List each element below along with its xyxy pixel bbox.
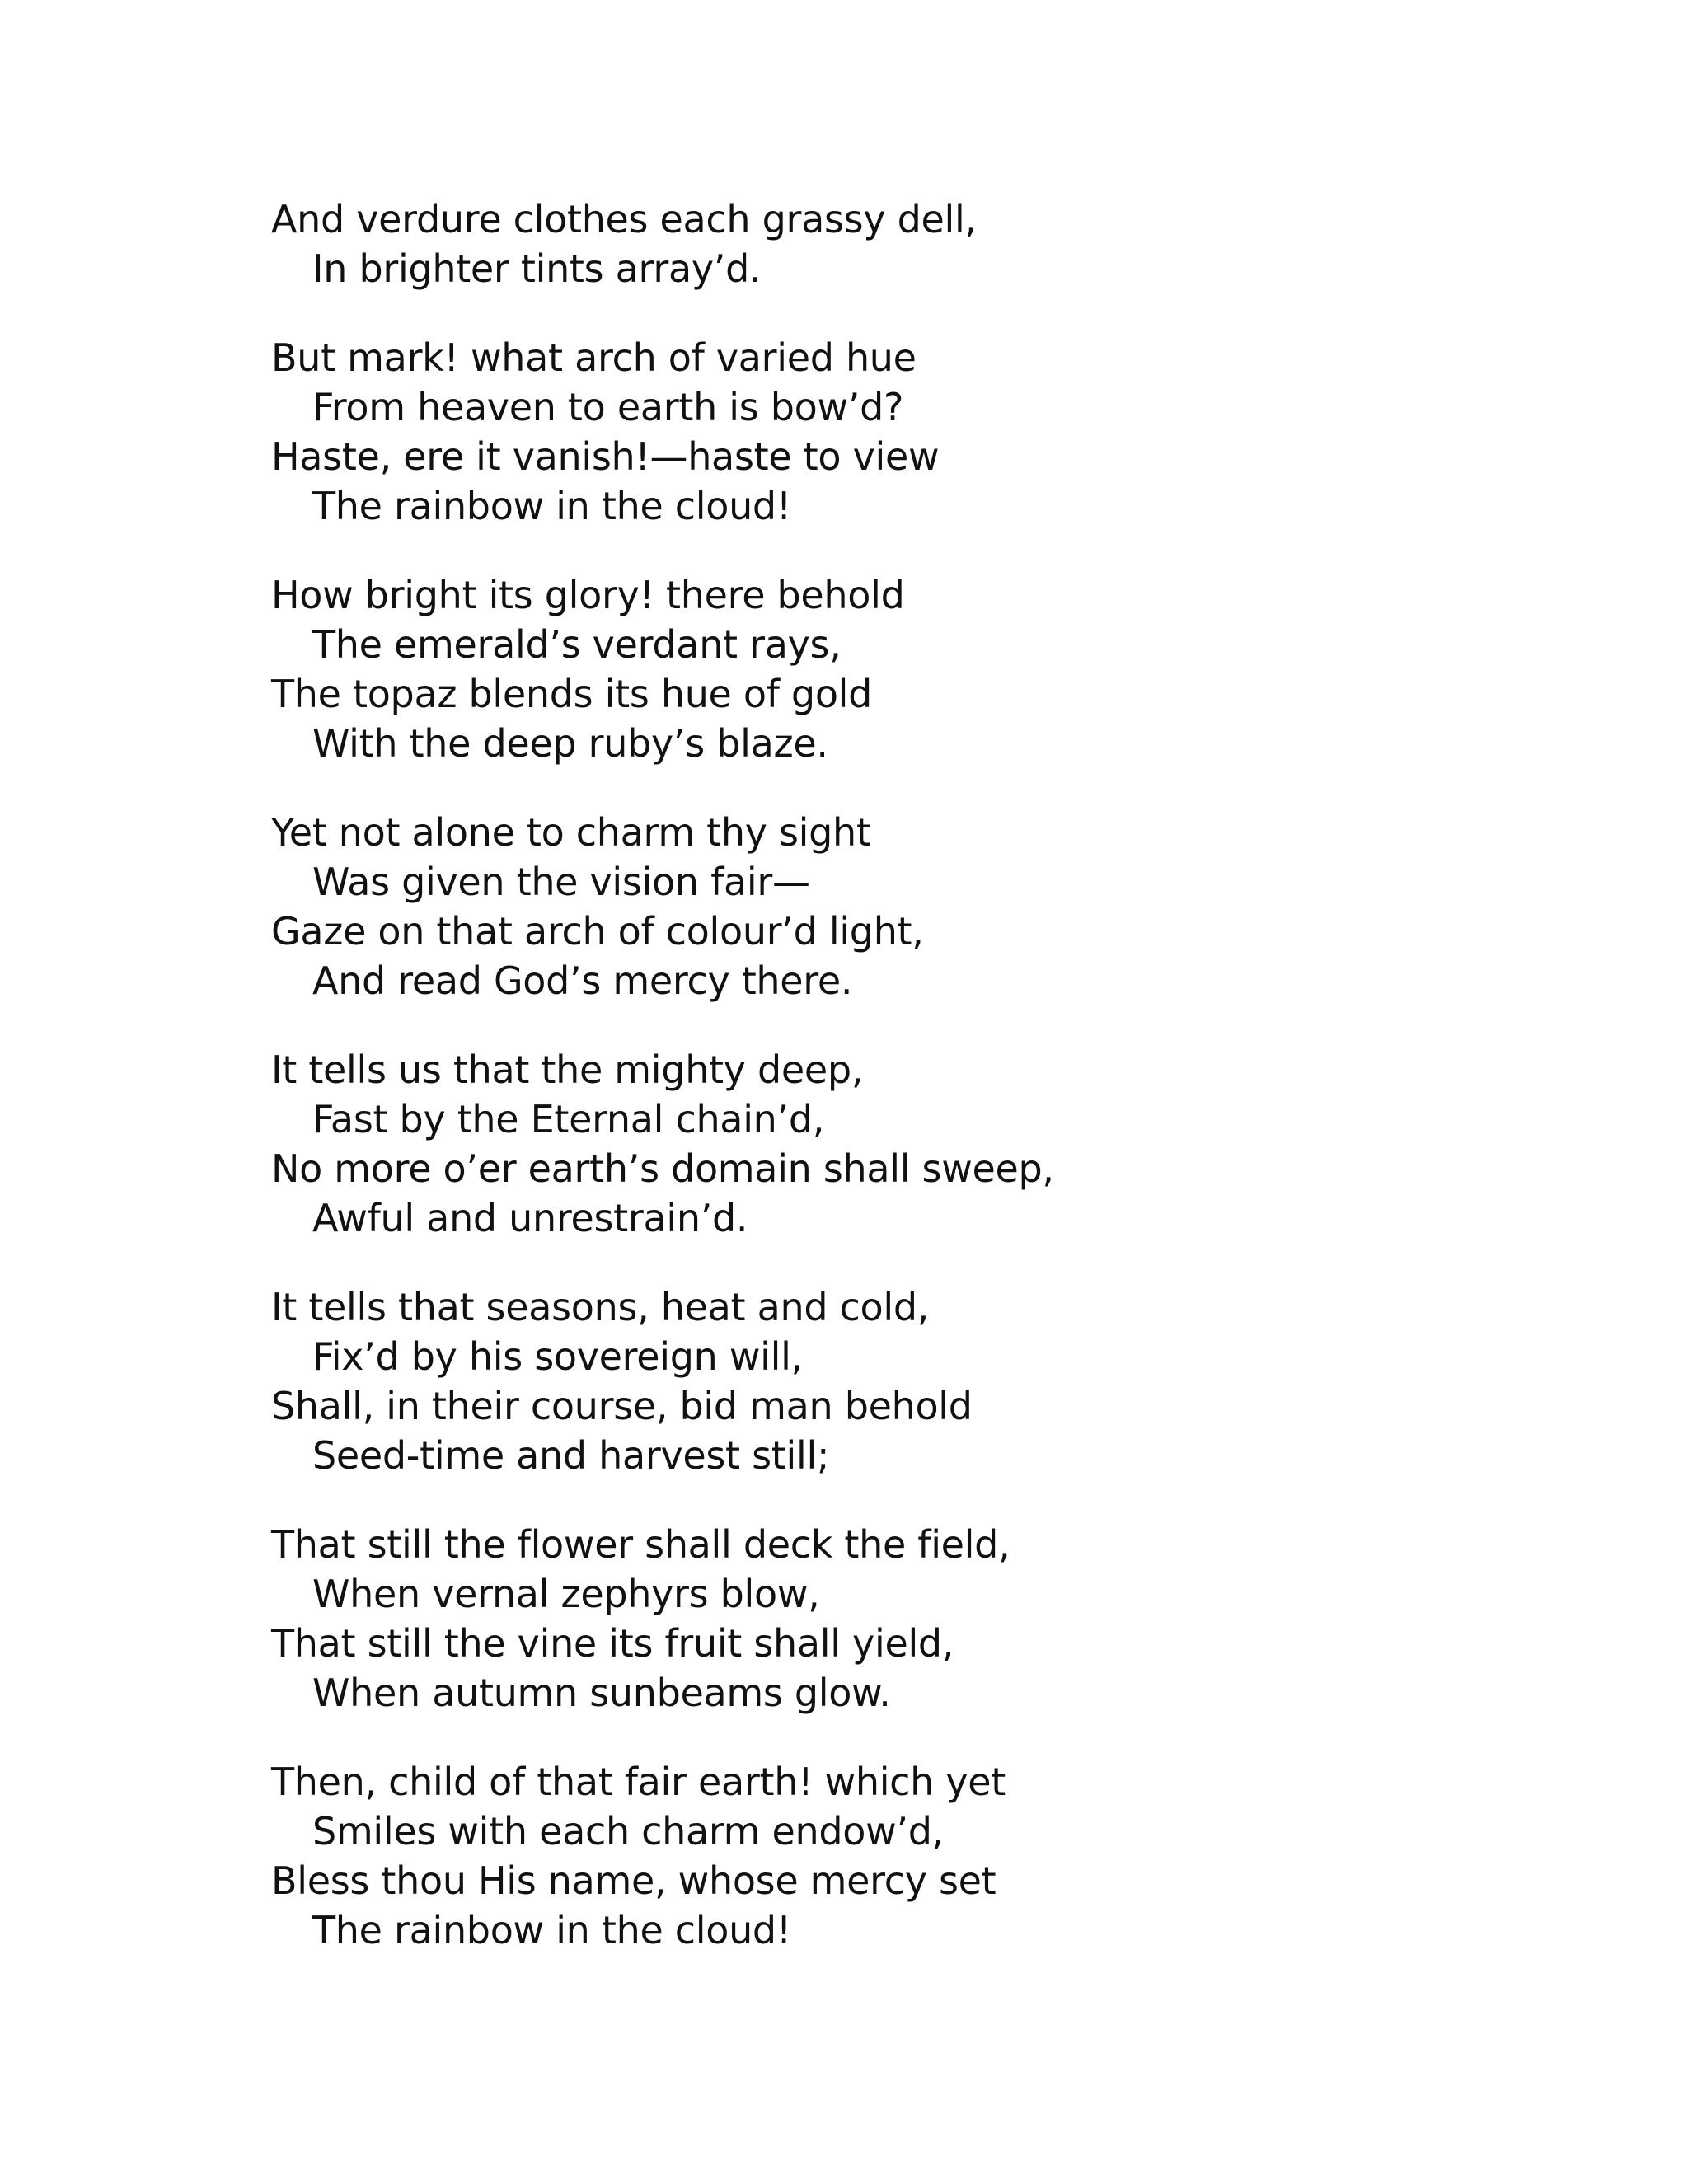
poem-line: The emerald’s verdant rays, (312, 622, 842, 667)
poem-line: When autumn sunbeams glow. (312, 1671, 891, 1715)
poem-stanza (271, 570, 1590, 768)
poem-line: Gaze on that arch of colour’d light, (271, 909, 924, 954)
poem-line: It tells that seasons, heat and cold, (271, 1285, 930, 1329)
poem-stanza (271, 1045, 1590, 1243)
poem-line: And verdure clothes each grassy dell, (271, 197, 977, 241)
poem-line: Awful and unrestrain’d. (312, 1196, 748, 1240)
poem-line: Then, child of that fair earth! which yet (271, 1760, 1006, 1804)
poem-line: No more o’er earth’s domain shall sweep, (271, 1146, 1054, 1191)
poem-line: Fix’d by his sovereign will, (312, 1334, 803, 1379)
poem-line: Haste, ere it vanish!—haste to view (271, 434, 940, 479)
poem-line: In brighter tints array’d. (312, 246, 762, 291)
poem-line: Smiles with each charm endow’d, (312, 1809, 944, 1854)
poem-line: Was given the vision fair— (312, 860, 810, 904)
poem-line: How bright its glory! there behold (271, 573, 905, 617)
poem-line: That still the vine its fruit shall yield, (271, 1621, 954, 1666)
poem-line: The topaz blends its hue of gold (271, 672, 873, 716)
poem-stanza (271, 194, 1590, 293)
poem-stanza (271, 808, 1590, 1005)
poem-line: But mark! what arch of varied hue (271, 335, 917, 380)
poem-stanza (271, 1520, 1590, 1718)
poem-line: The rainbow in the cloud! (312, 1908, 791, 1952)
poem-line: Fast by the Eternal chain’d, (312, 1097, 825, 1141)
poem-line: The rainbow in the cloud! (312, 484, 791, 528)
poem-stanza (271, 1757, 1590, 1955)
poem-line: When vernal zephyrs blow, (312, 1572, 820, 1616)
poem-line: That still the flower shall deck the field, (271, 1522, 1010, 1567)
poem-body (271, 194, 1590, 1994)
poem-line: From heaven to earth is bow’d? (312, 385, 904, 429)
poem-line: Shall, in their course, bid man behold (271, 1384, 973, 1428)
poem-line: Bless thou His name, whose mercy set (271, 1858, 996, 1903)
poem-line: It tells us that the mighty deep, (271, 1047, 864, 1092)
poem-line: Seed-time and harvest still; (312, 1433, 830, 1478)
poem-line: And read God’s mercy there. (312, 958, 853, 1003)
poem-stanza (271, 1282, 1590, 1480)
poem-line: Yet not alone to charm thy sight (271, 810, 871, 855)
poem-line: With the deep ruby’s blaze. (312, 721, 828, 766)
poem-stanza (271, 333, 1590, 531)
